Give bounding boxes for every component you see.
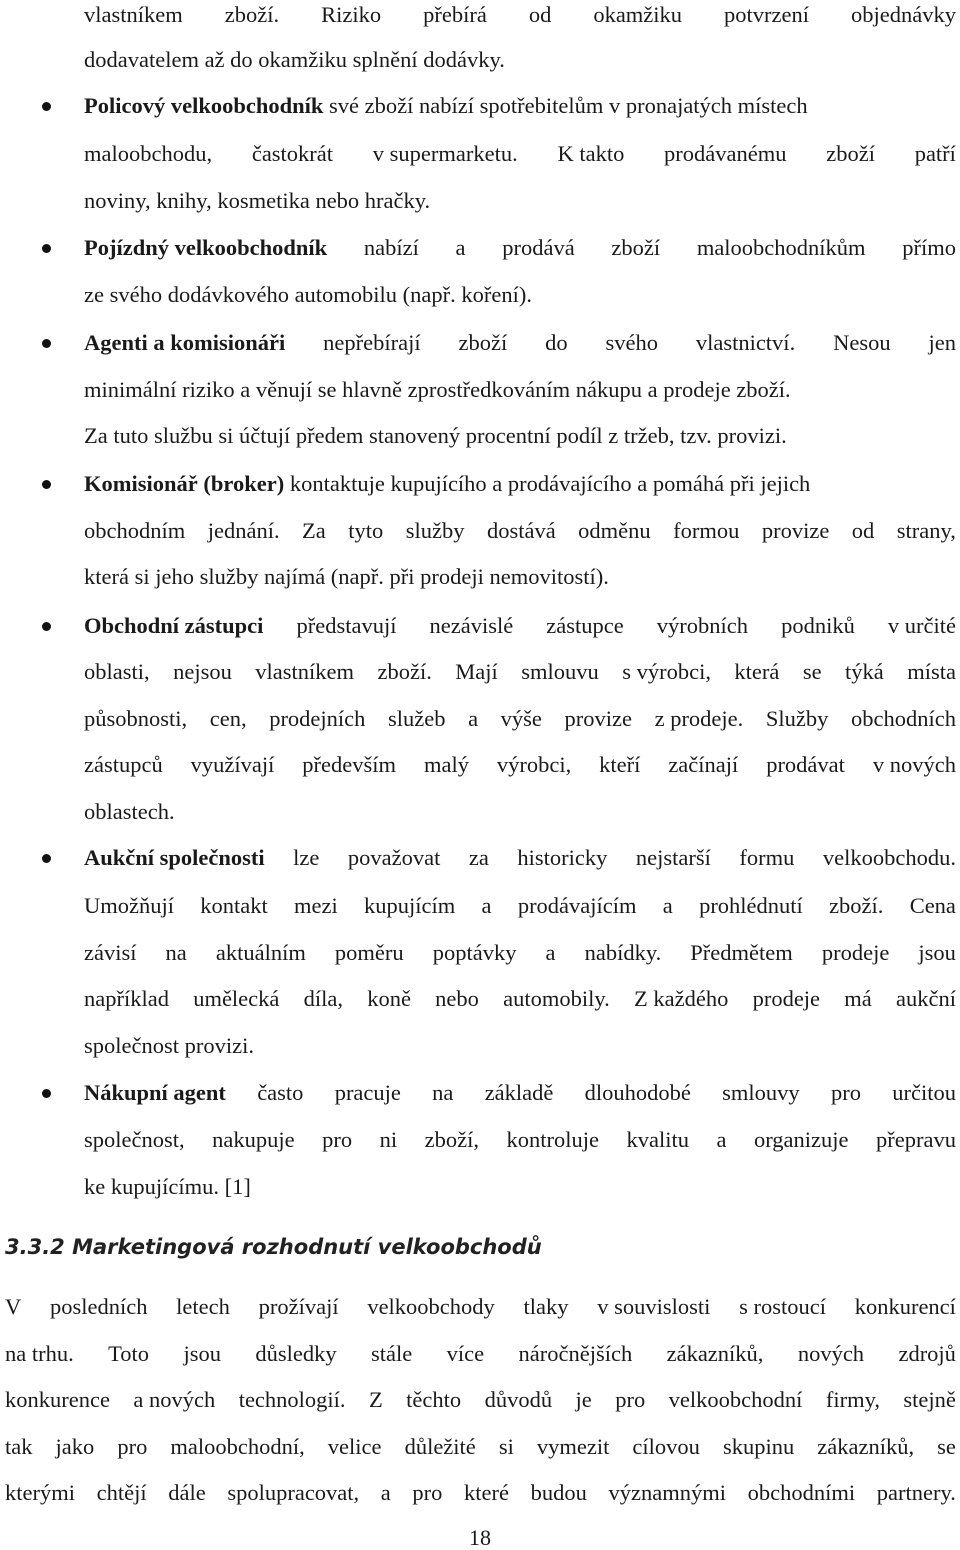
word: posledních: [49, 1294, 148, 1319]
word: prodejních: [269, 706, 366, 731]
word: velkoobchody: [367, 1294, 495, 1319]
word: jen: [928, 330, 956, 355]
word: v supermarketu.: [372, 141, 518, 166]
word: s výrobci,: [622, 659, 711, 684]
text-line: [84, 143, 956, 166]
word: přepravu: [876, 1127, 956, 1152]
word: považovat: [347, 845, 441, 870]
text-line: [5, 1296, 956, 1319]
word: velkoobchodní: [668, 1387, 803, 1412]
term-label: Policový velkoobchodník: [84, 93, 324, 118]
word: obchodních: [851, 706, 956, 731]
word: se: [802, 659, 822, 684]
word: a: [716, 1127, 727, 1152]
word: maloobchodu,: [84, 141, 213, 166]
bullet-marker: [42, 622, 51, 631]
word: která: [734, 659, 780, 684]
text-line: [84, 708, 956, 731]
word: jsou: [918, 940, 956, 965]
word: Nesou: [833, 330, 891, 355]
word: formu: [739, 845, 795, 870]
term-label: Nákupní agent: [84, 1080, 226, 1105]
text-line: [84, 1129, 956, 1152]
word: zástupců: [84, 752, 163, 777]
word: zboží,: [424, 1127, 479, 1152]
word: z prodeje.: [654, 706, 744, 731]
word: obchodními: [747, 1480, 856, 1505]
text-line: [84, 988, 956, 1011]
word: zboží.: [224, 2, 280, 27]
word: aukční: [895, 986, 956, 1011]
word: velice: [327, 1434, 382, 1459]
word: týká: [845, 659, 884, 684]
word: Služby: [765, 706, 829, 731]
list-item-line: [84, 332, 956, 355]
word: jako: [55, 1434, 95, 1459]
word: nabízí: [363, 235, 419, 260]
word: na: [432, 1080, 454, 1105]
word: služeb: [388, 706, 446, 731]
word: častokrát: [251, 141, 334, 166]
term-description: kontaktuje kupujícího a prodávajícího a pomáhá při jejich: [284, 471, 811, 496]
text-line: [5, 1389, 956, 1412]
word: tlaky: [523, 1294, 569, 1319]
word: a: [455, 235, 466, 260]
text-line: [84, 4, 956, 27]
bullet-marker: [42, 1089, 51, 1098]
word: tyto: [348, 518, 384, 543]
word: pro: [322, 1127, 353, 1152]
text-line: která si jeho služby najímá (např. při prodeji nemovitostí).: [84, 564, 609, 589]
word: vlastníkem: [84, 2, 183, 27]
word: technologií.: [238, 1387, 346, 1412]
text-line: [84, 661, 956, 684]
word: Umožňují: [84, 893, 174, 918]
word: Mají: [455, 659, 498, 684]
word: nezávislé: [429, 613, 514, 638]
word: skupinu: [722, 1434, 795, 1459]
bullet-marker: [42, 102, 51, 111]
word: prohlédnutí: [699, 893, 803, 918]
word: a: [468, 706, 479, 731]
word: podniků: [781, 613, 855, 638]
word: konkurence: [5, 1387, 110, 1412]
word: chtějí: [96, 1480, 147, 1505]
word: a: [481, 893, 492, 918]
word: aktuálním: [215, 940, 306, 965]
word: budou: [530, 1480, 587, 1505]
list-item-line: [84, 1082, 956, 1105]
word: prožívají: [258, 1294, 339, 1319]
word: využívají: [190, 752, 275, 777]
word: kterými: [5, 1480, 75, 1505]
word: odměnu: [578, 518, 651, 543]
word: výrobních: [656, 613, 749, 638]
word: místa: [907, 659, 956, 684]
word: vlastnictví.: [695, 330, 796, 355]
word: především: [302, 752, 397, 777]
word: kteří: [599, 752, 641, 777]
word: v nových: [872, 752, 956, 777]
word: Riziko: [321, 2, 382, 27]
term-label: Pojízdný velkoobchodník: [84, 235, 328, 260]
text-line: [5, 1482, 956, 1505]
word: určitou: [892, 1080, 956, 1105]
list-item-line: [84, 847, 956, 870]
word: stále: [371, 1341, 413, 1366]
word: nepřebírají: [323, 330, 421, 355]
word: prodeje: [821, 940, 890, 965]
word: které: [464, 1480, 510, 1505]
word: svého: [605, 330, 658, 355]
section-heading: 3.3.2 Marketingová rozhodnutí velkoobchodů: [5, 1235, 542, 1259]
word: působnosti,: [84, 706, 188, 731]
term-description: své zboží nabízí spotřebitelům v pronajatých místech: [323, 93, 808, 118]
word: má: [844, 986, 872, 1011]
word: se: [937, 1434, 956, 1459]
word: zboží.: [829, 893, 884, 918]
text-line: [84, 942, 956, 965]
word: patří: [914, 141, 956, 166]
word: dlouhodobé: [584, 1080, 691, 1105]
word: vlastníkem: [255, 659, 355, 684]
word: přímo: [902, 235, 956, 260]
word: výše: [500, 706, 542, 731]
term-label: Obchodní zástupci: [84, 613, 264, 638]
text-line: [5, 1436, 956, 1459]
word: důsledky: [255, 1341, 337, 1366]
word: Cena: [909, 893, 956, 918]
text-line: Za tuto službu si účtují předem stanovený procentní podíl z tržeb, tzv. provizi.: [84, 423, 787, 448]
word: kupujícím: [364, 893, 456, 918]
word: do: [545, 330, 568, 355]
word: nových: [797, 1341, 865, 1366]
word: koně: [367, 986, 411, 1011]
word: mezi: [294, 893, 338, 918]
word: okamžiku: [593, 2, 683, 27]
word: nebo: [435, 986, 479, 1011]
word: zákazníků,: [817, 1434, 915, 1459]
word: historicky: [517, 845, 608, 870]
bullet-marker: [42, 244, 51, 253]
word: a nových: [133, 1387, 216, 1412]
word: obchodním: [84, 518, 186, 543]
word: oblasti,: [84, 659, 150, 684]
word: poměru: [334, 940, 404, 965]
word: prodávanému: [664, 141, 787, 166]
word: formou: [673, 518, 740, 543]
text-line: dodavatelem až do okamžiku splnění dodávky.: [84, 47, 505, 72]
list-item-line: [84, 473, 810, 496]
word: smlouvy: [722, 1080, 800, 1105]
word: zboží: [826, 141, 875, 166]
word: zdrojů: [898, 1341, 956, 1366]
word: cílovou: [632, 1434, 700, 1459]
word: spolupracovat,: [227, 1480, 360, 1505]
term-label: Komisionář: [84, 471, 198, 496]
word: s rostoucí: [739, 1294, 826, 1319]
word: pro: [830, 1080, 861, 1105]
page-number: 18: [469, 1525, 491, 1550]
list-item-line: [84, 95, 808, 118]
text-line: minimální riziko a věnují se hlavně zprostředkováním nákupu a prodeje zboží.: [84, 377, 791, 402]
word: prodeje: [752, 986, 821, 1011]
word: výrobci,: [496, 752, 572, 777]
word: od: [851, 518, 875, 543]
word: důvodů: [484, 1387, 553, 1412]
word: zboží: [458, 330, 508, 355]
word: prodávajícím: [517, 893, 637, 918]
word: kontroluje: [506, 1127, 599, 1152]
word: umělecká: [193, 986, 280, 1011]
word: náročnějších: [518, 1341, 633, 1366]
word: poptávky: [432, 940, 517, 965]
word: pracuje: [334, 1080, 401, 1105]
text-line: noviny, knihy, kosmetika nebo hračky.: [84, 188, 431, 213]
word: provize: [761, 518, 830, 543]
word: služby: [405, 518, 465, 543]
word: strany,: [896, 518, 956, 543]
word: maloobchodníkům: [696, 235, 866, 260]
text-line: ke kupujícímu. [1]: [84, 1174, 251, 1199]
word: cen,: [209, 706, 247, 731]
text-line: [84, 754, 956, 777]
word: od: [528, 2, 552, 27]
word: často: [257, 1080, 304, 1105]
word: smlouvu: [521, 659, 599, 684]
word: nejstarší: [635, 845, 711, 870]
word: přebírá: [423, 2, 487, 27]
word: díla,: [303, 986, 343, 1011]
word: V: [5, 1294, 22, 1319]
word: Za: [302, 518, 326, 543]
word: důležité: [404, 1434, 476, 1459]
word: zboží: [611, 235, 661, 260]
word: Toto: [108, 1341, 150, 1366]
word: malý: [423, 752, 469, 777]
word: letech: [176, 1294, 230, 1319]
word: je: [575, 1387, 592, 1412]
word: a: [545, 940, 556, 965]
word: prodávat: [766, 752, 845, 777]
bullet-marker: [42, 854, 51, 863]
word: automobily.: [503, 986, 610, 1011]
word: nejsou: [173, 659, 232, 684]
word: závisí: [84, 940, 137, 965]
text-line: [84, 895, 956, 918]
word: lze: [293, 845, 320, 870]
word: v souvislosti: [597, 1294, 711, 1319]
word: zboží.: [377, 659, 432, 684]
word: K takto: [557, 141, 625, 166]
word: vymezit: [536, 1434, 610, 1459]
word: v určité: [887, 613, 956, 638]
word: tak: [5, 1434, 33, 1459]
word: Z: [368, 1387, 383, 1412]
word: organizuje: [753, 1127, 849, 1152]
word: zákazníků,: [666, 1341, 764, 1366]
word: nabídky.: [584, 940, 662, 965]
word: provize: [564, 706, 632, 731]
word: dále: [168, 1480, 206, 1505]
word: Z každého: [634, 986, 729, 1011]
word: na: [165, 940, 187, 965]
word: společnost,: [84, 1127, 185, 1152]
word: dostává: [486, 518, 556, 543]
word: prodává: [502, 235, 575, 260]
word: kvalitu: [626, 1127, 689, 1152]
word: objednávky: [851, 2, 956, 27]
word: ni: [379, 1127, 398, 1152]
text-line: [84, 520, 956, 543]
word: jednání.: [207, 518, 280, 543]
list-item-line: [84, 615, 956, 638]
word: za: [468, 845, 489, 870]
word: nakupuje: [212, 1127, 295, 1152]
word: těchto: [406, 1387, 462, 1412]
word: na trhu.: [5, 1341, 74, 1366]
word: a: [380, 1480, 391, 1505]
word: velkoobchodu.: [822, 845, 956, 870]
text-line: ze svého dodávkového automobilu (např. koření).: [84, 282, 533, 307]
word: jsou: [183, 1341, 221, 1366]
bullet-marker: [42, 480, 51, 489]
word: pro: [412, 1480, 443, 1505]
word: zástupce: [546, 613, 624, 638]
word: konkurencí: [854, 1294, 956, 1319]
word: Předmětem: [690, 940, 793, 965]
text-line: společnost provizi.: [84, 1033, 254, 1058]
word: si: [498, 1434, 514, 1459]
word: významnými: [608, 1480, 726, 1505]
word: maloobchodní,: [170, 1434, 305, 1459]
term-label: Agenti a komisionáři: [84, 330, 286, 355]
term-label-secondary: (broker): [203, 471, 285, 496]
word: základě: [484, 1080, 554, 1105]
text-line: oblastech.: [84, 799, 175, 824]
list-item-line: [84, 237, 956, 260]
word: představují: [296, 613, 397, 638]
word: kontakt: [200, 893, 268, 918]
word: pro: [615, 1387, 646, 1412]
word: a: [662, 893, 673, 918]
word: partnery.: [876, 1480, 956, 1505]
word: například: [84, 986, 169, 1011]
word: začínají: [668, 752, 739, 777]
word: firmy,: [825, 1387, 880, 1412]
word: více: [446, 1341, 485, 1366]
word: stejně: [903, 1387, 956, 1412]
word: potvrzení: [724, 2, 810, 27]
word: pro: [117, 1434, 148, 1459]
bullet-marker: [42, 339, 51, 348]
term-label: Aukční společnosti: [84, 845, 265, 870]
text-line: [5, 1343, 956, 1366]
